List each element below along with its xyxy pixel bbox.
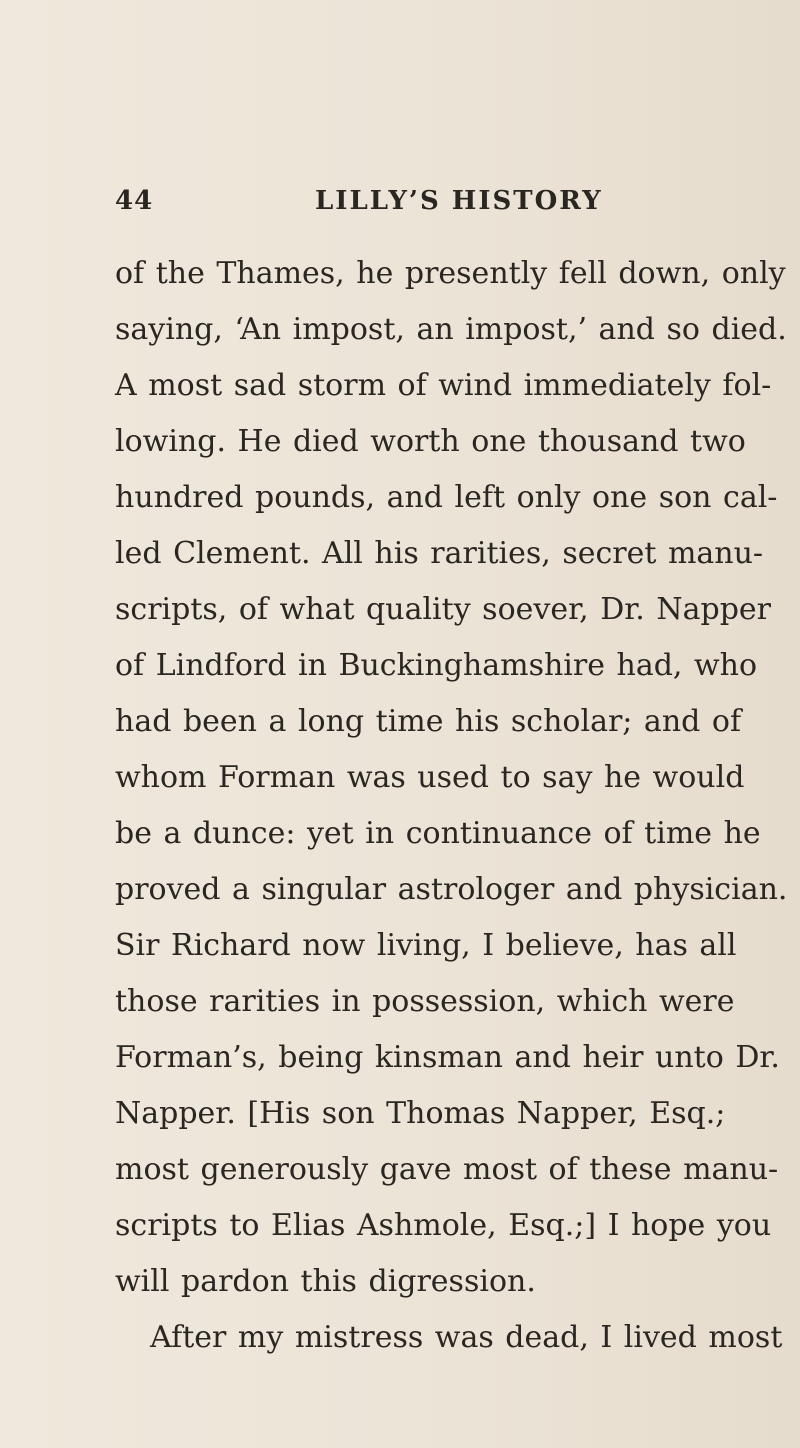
text-line: scripts to Elias Ashmole, Esq.;] I hope you — [115, 1208, 772, 1243]
text-line: scripts, of what quality soever, Dr. Napper — [115, 592, 772, 627]
text-line: A most sad storm of wind immediately fol- — [115, 368, 772, 403]
running-head: LILLY’S HISTORY — [315, 186, 603, 216]
text-line: Napper. [His son Thomas Napper, Esq.; — [115, 1096, 726, 1131]
text-line: had been a long time his scholar; and of — [115, 704, 742, 739]
text-line: whom Forman was used to say he would — [115, 760, 745, 795]
text-line: hundred pounds, and left only one son cal- — [115, 480, 778, 515]
text-line: most generously gave most of these manu- — [115, 1152, 779, 1187]
page-number: 44 — [115, 186, 154, 216]
text-line: Sir Richard now living, I believe, has all — [115, 928, 737, 963]
body-text — [115, 246, 788, 1366]
text-line: proved a singular astrologer and physician. — [115, 872, 788, 907]
text-line: saying, ‘An impost, an impost,’ and so died. — [115, 312, 787, 347]
text-line: Forman’s, being kinsman and heir unto Dr. — [115, 1040, 780, 1075]
text-line: of Lindford in Buckinghamshire had, who — [115, 648, 758, 683]
text-line: of the Thames, he presently fell down, only — [115, 256, 786, 291]
paragraph-start-line: After my mistress was dead, I lived most — [150, 1320, 783, 1355]
paragraph-end-line: will pardon this digression. — [115, 1264, 536, 1299]
text-line: those rarities in possession, which were — [115, 984, 735, 1019]
text-line: led Clement. All his rarities, secret manu- — [115, 536, 764, 571]
text-line: be a dunce: yet in continuance of time he — [115, 816, 761, 851]
text-line: lowing. He died worth one thousand two — [115, 424, 746, 459]
page-header — [115, 186, 715, 226]
